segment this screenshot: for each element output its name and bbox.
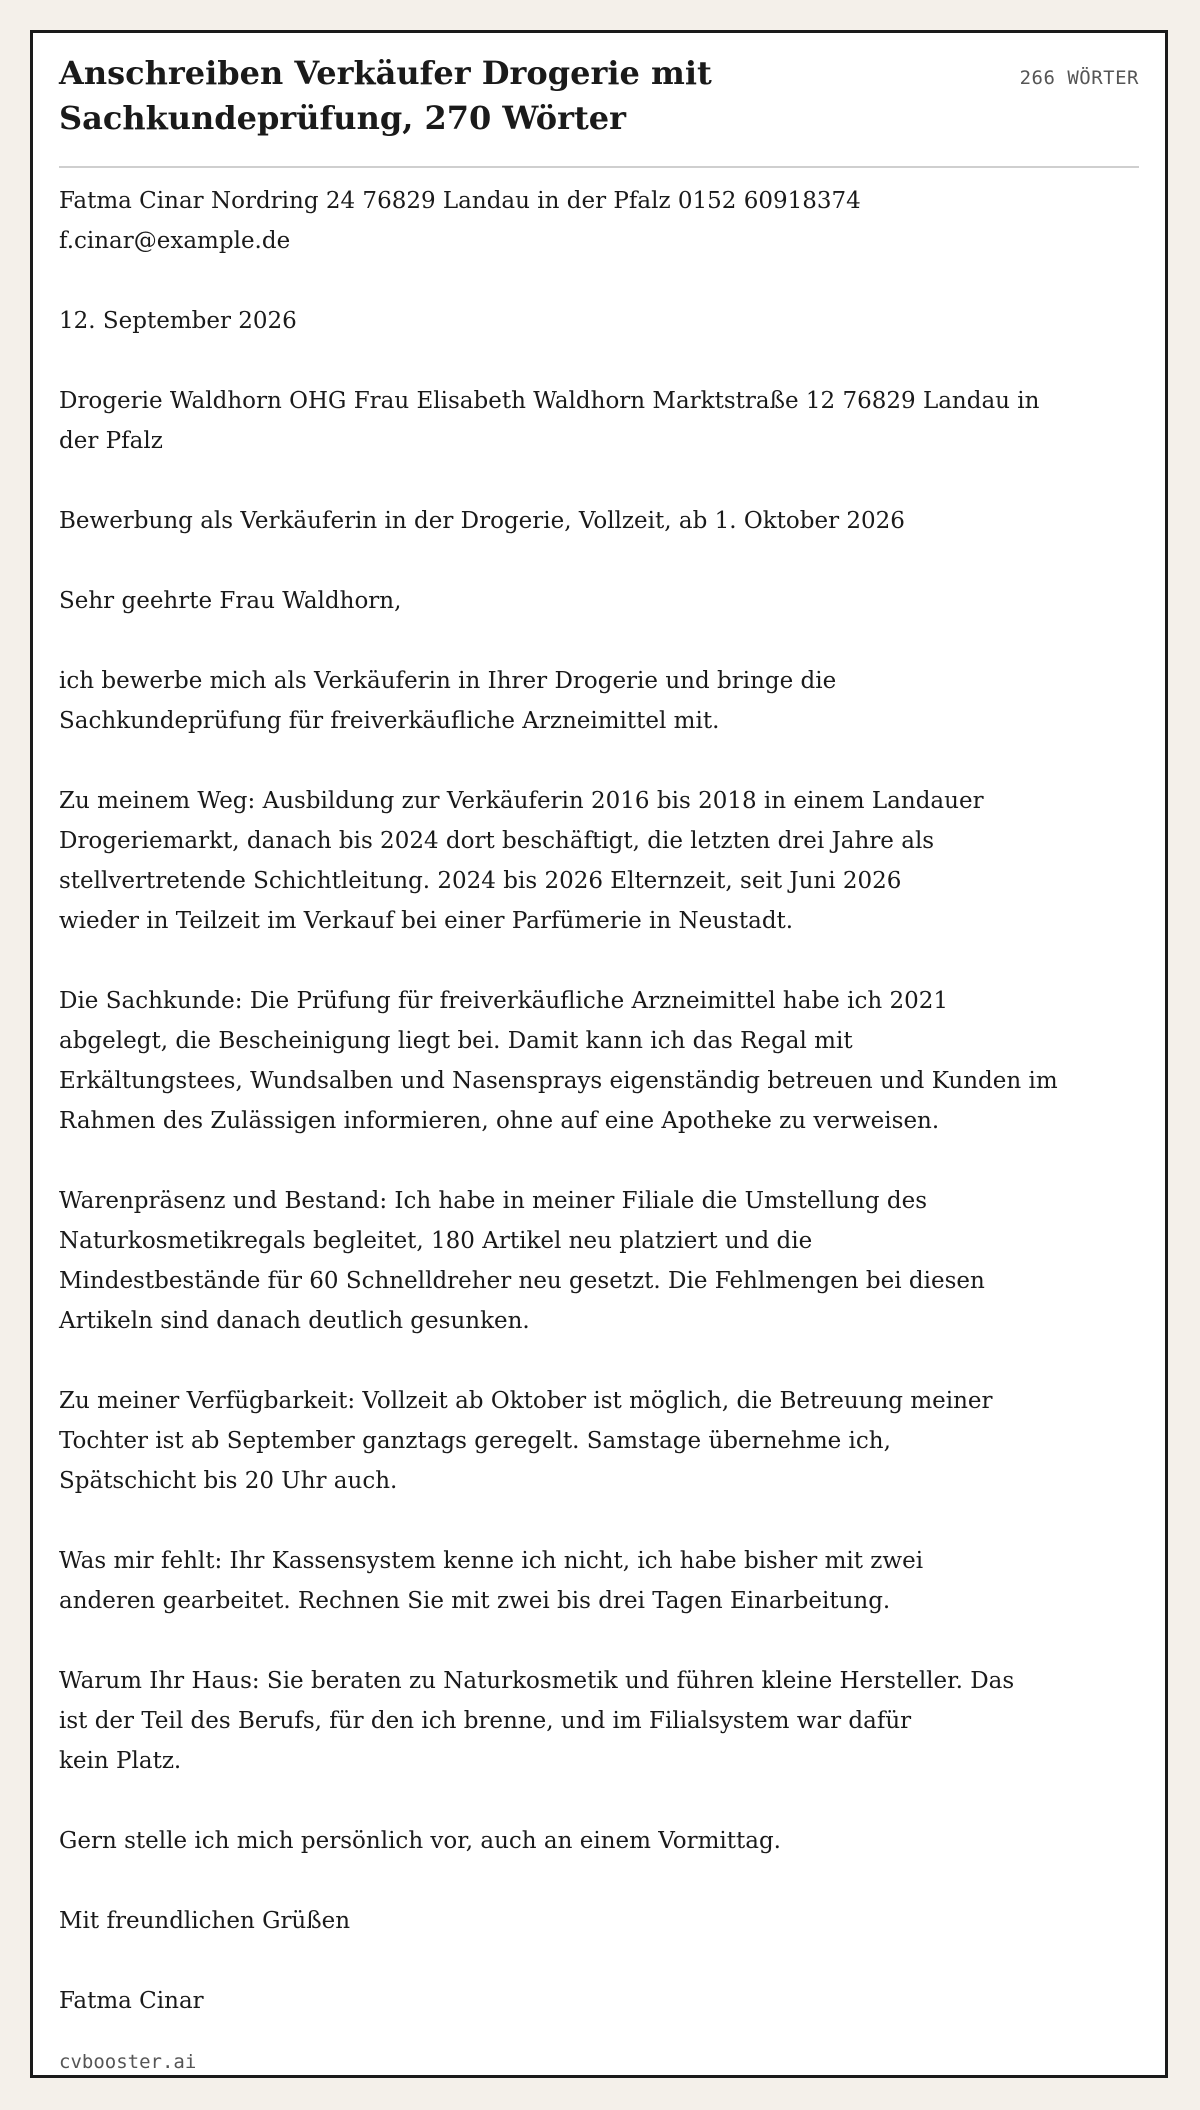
letter-paragraph: Warum Ihr Haus: Sie beraten zu Naturkosmetik und führen kleine Hersteller. Das ist der Teil des Berufs, für den ich brenne, und im Filialsystem war dafür kein Platz. [59,1668,1015,1774]
letter-paragraph: ich bewerbe mich als Verkäuferin in Ihrer Drogerie und bringe die Sachkundeprüfung für freiverkäufliche Arzneimittel mit. [59,668,837,734]
document-header [59,51,1139,168]
letter-paragraph: Warenpräsenz und Bestand: Ich habe in meiner Filiale die Umstellung des Naturkosmetikregals begleitet, 180 Artikel neu platziert und die Mindestbestände für 60 Schnelldreher neu gesetzt. Die Fehlmengen bei diesen Artikeln sind danach deutlich gesunken. [59,1188,985,1334]
letter-subject: Bewerbung als Verkäuferin in der Drogerie, Vollzeit, ab 1. Oktober 2026 [59,508,905,534]
letter-date: 12. September 2026 [59,308,297,334]
letter-body [59,181,1119,2061]
letter-signature: Fatma Cinar [59,1988,204,2014]
letter-paragraph: Zu meiner Verfügbarkeit: Vollzeit ab Oktober ist möglich, die Betreuung meiner Tochter ist ab September ganztags geregelt. Samstage übernehme ich, Spätschicht bis 20 Uhr auch. [59,1388,993,1494]
letter-paragraph: Die Sachkunde: Die Prüfung für freiverkäufliche Arzneimittel habe ich 2021 abgelegt, die Bescheinigung liegt bei. Damit kann ich das Regal mit Erkältungstees, Wundsalben und Nasensprays eigenständig betreuen und Kunden im Rahmen des Zulässigen informieren, ohne auf eine Apotheke zu verweisen. [59,988,1058,1134]
recipient-block: Drogerie Waldhorn OHG Frau Elisabeth Waldhorn Marktstraße 12 76829 Landau in der Pfalz [59,388,1040,454]
word-count-label: 266 WÖRTER [1019,67,1139,89]
document-title: Anschreiben Verkäufer Drogerie mit Sachkundeprüfung, 270 Wörter [59,54,712,137]
letter-salutation: Sehr geehrte Frau Waldhorn, [59,588,402,614]
letter-paragraph: Gern stelle ich mich persönlich vor, auch an einem Vormittag. [59,1828,781,1854]
letter-paragraph: Zu meinem Weg: Ausbildung zur Verkäuferin 2016 bis 2018 in einem Landauer Drogeriemarkt, danach bis 2024 dort beschäftigt, die letzten drei Jahre als stellvertretende Schichtleitung. 2024 bis 2026 Elternzeit, seit Juni 2026 wieder in Teilzeit im Verkauf bei einer Parfümerie in Neustadt. [59,788,984,934]
brand-footer: cvbooster.ai [59,2051,197,2073]
document-sheet [30,30,1168,2078]
sender-block: Fatma Cinar Nordring 24 76829 Landau in der Pfalz 0152 60918374 f.cinar@example.de [59,188,861,254]
letter-paragraph: Was mir fehlt: Ihr Kassensystem kenne ich nicht, ich habe bisher mit zwei anderen gearbeitet. Rechnen Sie mit zwei bis drei Tagen Einarbeitung. [59,1548,924,1614]
letter-closing: Mit freundlichen Grüßen [59,1908,351,1934]
